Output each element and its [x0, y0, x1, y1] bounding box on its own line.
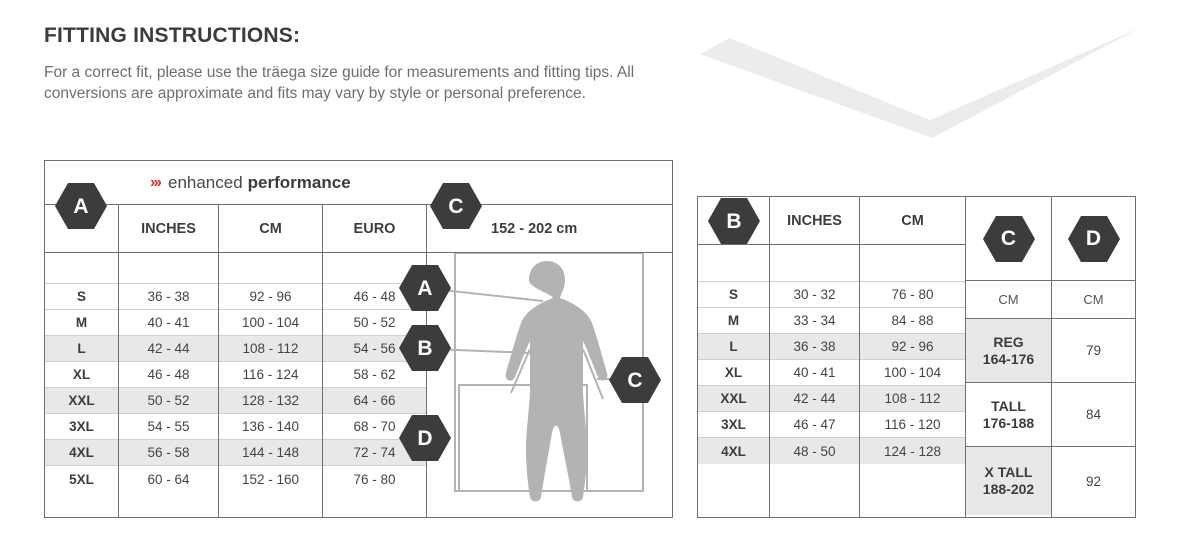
- table-row: 5XL: [69, 471, 94, 487]
- mens-size-table: [44, 160, 673, 518]
- leg-length-name: X TALL: [984, 464, 1033, 480]
- cell-cm: 128 - 132: [219, 388, 322, 414]
- leg-length-range: 176-188: [982, 414, 1035, 431]
- cell-euro: 76 - 80: [353, 471, 396, 487]
- chevron-graphic: [700, 28, 1140, 138]
- cell-inches: 50 - 52: [119, 388, 218, 414]
- cell-cm: 108 - 112: [860, 386, 965, 412]
- right-table-grid: [698, 197, 1135, 517]
- cell-inches: 42 - 44: [119, 336, 218, 362]
- cell-inches: 40 - 41: [119, 310, 218, 336]
- right-spacer-cell: [860, 245, 965, 282]
- cell-euro: 68 - 70: [323, 414, 426, 440]
- cell-cm: 136 - 140: [219, 414, 322, 440]
- cell-inches: 46 - 48: [119, 362, 218, 388]
- table-row: XL: [698, 360, 769, 386]
- leg-length-reg: [966, 319, 1051, 383]
- cell-inches: 40 - 41: [770, 360, 859, 386]
- brand-word-performance: performance: [247, 172, 351, 192]
- right-spacer-cell: [698, 245, 769, 282]
- cell-cm: 108 - 112: [219, 336, 322, 362]
- badge-c-column-header: [966, 197, 1051, 281]
- left-spacer-cell: [219, 253, 322, 284]
- cell-cm: 92 - 96: [860, 334, 965, 360]
- leg-length-name: REG: [993, 333, 1024, 350]
- left-spacer-cell: [45, 253, 118, 284]
- badge-b-header: B: [708, 198, 760, 244]
- badge-c-figure: C: [609, 357, 661, 403]
- column-header-cm: CM: [860, 197, 965, 245]
- cell-euro: 72 - 74: [323, 440, 426, 466]
- cell-inches: 36 - 38: [770, 334, 859, 360]
- cell-cm: 100 - 104: [219, 310, 322, 336]
- left-cm-column: [219, 205, 323, 518]
- cell-euro: 64 - 66: [323, 388, 426, 414]
- table-row: L: [45, 336, 118, 362]
- right-cm-column: [860, 197, 966, 517]
- badge-d-figure: D: [399, 415, 451, 461]
- right-inches-column: [770, 197, 860, 517]
- column-header-euro: EURO: [323, 205, 426, 253]
- table-row: 4XL: [698, 438, 769, 464]
- table-row: M: [698, 308, 769, 334]
- right-leg-length-column: [966, 197, 1052, 517]
- cell-euro: 58 - 62: [323, 362, 426, 388]
- cell-inches: 60 - 64: [147, 471, 190, 487]
- left-table-grid: [45, 205, 672, 518]
- inseam-tall: 84: [1052, 383, 1135, 447]
- cell-inches: 56 - 58: [119, 440, 218, 466]
- column-header-inches: INCHES: [119, 205, 218, 253]
- table-row: XXL: [45, 388, 118, 414]
- cell-euro: 50 - 52: [323, 310, 426, 336]
- cell-cm: 116 - 124: [219, 362, 322, 388]
- left-inches-column: [119, 205, 219, 518]
- cell-cm: 152 - 160: [241, 471, 300, 487]
- table-row: XL: [45, 362, 118, 388]
- cell-cm: 100 - 104: [860, 360, 965, 386]
- cell-cm: 144 - 148: [219, 440, 322, 466]
- table-row: S: [698, 282, 769, 308]
- unit-label-cm-c: CM: [966, 281, 1051, 319]
- leg-length-xtall: [966, 447, 1051, 515]
- brand-bar: [45, 161, 672, 205]
- cell-inches: 42 - 44: [770, 386, 859, 412]
- leg-length-range: 188-202: [982, 481, 1035, 497]
- left-size-column: [45, 205, 119, 518]
- right-spacer-cell: [770, 245, 859, 282]
- leg-length-range: 164-176: [982, 350, 1035, 367]
- right-inseam-column: [1052, 197, 1135, 517]
- badge-a-figure: A: [399, 265, 451, 311]
- cell-inches: 33 - 34: [770, 308, 859, 334]
- leg-length-name: TALL: [991, 397, 1026, 414]
- badge-b-figure: B: [399, 325, 451, 371]
- cell-euro: 46 - 48: [323, 284, 426, 310]
- cell-inches: 36 - 38: [119, 284, 218, 310]
- table-row: 3XL: [698, 412, 769, 438]
- inseam-xtall: 92: [1085, 473, 1102, 489]
- badge-d: D: [1068, 216, 1120, 262]
- fitting-description: For a correct fit, please use the träega size guide for measurements and fitting tips. All conversions are approximate and fits may vary by style or personal preference.: [44, 64, 635, 102]
- badge-d-column-header: [1052, 197, 1135, 281]
- badge-c: C: [983, 216, 1035, 262]
- right-size-column: [698, 197, 770, 517]
- cell-cm: 116 - 120: [860, 412, 965, 438]
- unit-label-cm-d: CM: [1052, 281, 1135, 319]
- chevron-right-icon: ›››: [150, 173, 160, 191]
- cell-inches: 46 - 47: [770, 412, 859, 438]
- table-row: XXL: [698, 386, 769, 412]
- column-header-inches: INCHES: [770, 197, 859, 245]
- cell-inches: 48 - 50: [770, 438, 859, 464]
- badge-a-header: A: [55, 183, 107, 229]
- column-header-cm: CM: [219, 205, 322, 253]
- cell-cm: 84 - 88: [860, 308, 965, 334]
- figure-panel: [417, 205, 672, 518]
- cell-cm: 124 - 128: [860, 438, 965, 464]
- womens-size-table: [697, 196, 1136, 518]
- cell-inches: 30 - 32: [770, 282, 859, 308]
- table-row: 4XL: [45, 440, 118, 466]
- mannequin-diagram: [417, 253, 672, 517]
- table-row: L: [698, 334, 769, 360]
- page-title: FITTING INSTRUCTIONS:: [44, 24, 301, 47]
- table-row: 3XL: [45, 414, 118, 440]
- left-spacer-cell: [119, 253, 218, 284]
- brand-word-enhanced: enhanced: [167, 172, 243, 192]
- height-range-label: 152 - 202 cm: [491, 220, 578, 237]
- cell-inches: 54 - 55: [119, 414, 218, 440]
- leg-length-tall: [966, 383, 1051, 447]
- badge-c-header: C: [430, 183, 482, 229]
- inseam-reg: 79: [1052, 319, 1135, 383]
- cell-cm: 92 - 96: [219, 284, 322, 310]
- table-row: S: [45, 284, 118, 310]
- table-row: M: [45, 310, 118, 336]
- cell-cm: 76 - 80: [860, 282, 965, 308]
- cell-euro: 54 - 56: [323, 336, 426, 362]
